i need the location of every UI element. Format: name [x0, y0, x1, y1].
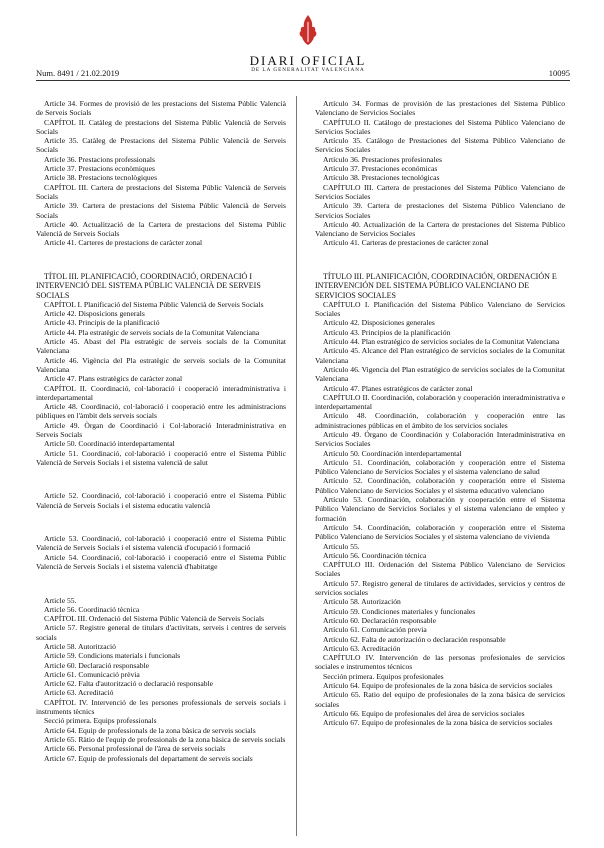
toc-entry: CAPÍTULO III. Ordenación del Sistema Público Valenciano de Servicios Sociales	[315, 560, 565, 579]
toc-entry: Artículo 61. Comunicación previa	[323, 625, 427, 635]
toc-entry: Artículo 34. Formas de provisión de las prestaciones del Sistema Público Valenciano de Servicios Sociales	[315, 99, 565, 118]
spacer	[315, 255, 565, 264]
toc-entry: Article 67. Equip de professionals del departament de serveis socials	[44, 753, 253, 763]
coat-of-arms-icon	[295, 14, 321, 46]
toc-entry: Article 63. Acreditació	[44, 688, 114, 698]
toc-entry: Artículo 51. Coordinación, colaboración y cooperación entre el Sistema Público Valenciano de Servicios Sociales y el sistema valenciano de salud	[315, 457, 565, 477]
toc-entry: Artículo 35. Catálogo de Prestaciones del Sistema Público Valenciano de Servicios Sociales	[315, 136, 565, 155]
journal-logo	[248, 14, 368, 80]
toc-entry: Artículo 55.	[323, 541, 360, 551]
toc-entry: Artículo 58. Autorización	[323, 597, 401, 607]
toc-entry: Article 40. Actualització de la Cartera de prestacions del Sistema Públic Valencià de Serveis Socials	[36, 219, 286, 239]
toc-entry: Artículo 48. Coordinación, colaboración y cooperación entre las administraciones públicas en el ámbito de los servicios sociales	[315, 411, 565, 430]
toc-entry: Artículo 56. Coordinación técnica	[323, 550, 427, 560]
toc-entry: TÍTOL III. PLANIFICACIÓ, COORDINACIÓ, ORDENACIÓ I INTERVENCIÓ DEL SISTEMA PÚBLIC VALENCIÀ DE SERVEIS SOCIALS	[36, 271, 261, 300]
toc-entry: Article 55.	[44, 595, 77, 605]
toc-entry: CAPÍTOL III. Cartera de prestacions del Sistema Públic Valencià de Serveis Socials	[36, 182, 286, 201]
toc-entry: Artículo 63. Acreditación	[323, 643, 401, 653]
toc-entry: Article 35. Catàleg de Prestacions del Sistema Públic Valencià de Serveis Socials	[36, 136, 286, 155]
toc-entry: Article 64. Equip de professionals de la zona bàsica de serveis socials	[44, 725, 256, 735]
toc-entry: Article 42. Disposicions generals	[44, 309, 145, 319]
toc-entry: Artículo 54. Coordinación, colaboración y cooperación entre el Sistema Público Valenciano de Servicios Sociales y el sistema valenciano de vivienda	[315, 522, 565, 542]
toc-entry: CAPÍTULO II. Coordinación, colaboración y cooperación interadministrativa e interdepartamental	[315, 392, 565, 412]
spacer	[36, 579, 286, 588]
toc-entry: Article 66. Personal professional de l'àrea de serveis socials	[44, 744, 226, 754]
toc-entry: Article 34. Formes de provisió de les prestacions del Sistema Públic Valencià de Serveis Socials	[36, 99, 286, 118]
toc-entry: Article 47. Plans estratègics de caràcter zonal	[44, 374, 183, 384]
toc-entry: Artículo 46. Vigencia del Plan estratégico de servicios sociales de la Comunitat Valenciana	[315, 364, 565, 384]
toc-entry: Artículo 53. Coordinación, colaboración y cooperación entre el Sistema Público Valenciano de Servicios Sociales y el sistema valenciano de empleo y formación	[315, 495, 565, 523]
toc-entry: Article 51. Coordinació, col·laboració i cooperació entre el Sistema Públic Valencià de Serveis Socials i el sistema valencià de salut	[36, 448, 286, 467]
toc-entry: CAPÍTULO IV. Intervención de las personas profesionales de servicios sociales e instrumentos técnicos	[315, 653, 565, 672]
toc-entry: Article 53. Coordinació, col·laboració i cooperació entre el Sistema Públic Valencià de Serveis Socials i el sistema valencià d'ocupació i formació	[36, 534, 286, 553]
toc-entry: CAPÍTULO III. Cartera de prestaciones del Sistema Público Valenciano de Servicios Sociales	[315, 182, 565, 201]
column-divider	[296, 96, 297, 836]
toc-entry: CAPÍTULO I. Planificación del Sistema Público Valenciano de Servicios Sociales	[315, 299, 565, 319]
toc-entry: Artículo 64. Equipo de profesionales de la zona básica de servicios sociales	[323, 681, 553, 690]
toc-entry: Artículo 41. Carteras de prestaciones de carácter zonal	[323, 238, 489, 248]
spacer	[36, 518, 286, 527]
toc-entry: Artículo 52. Coordinación, colaboración y cooperación entre el Sistema Público Valenciano de Servicios Sociales y el sistema educativo valenciano	[315, 476, 565, 495]
toc-entry: CAPÍTOL II. Coordinació, col·laboració i cooperació interadministrativa i interdepartamental	[36, 383, 286, 402]
toc-entry: Artículo 65. Ratio del equipo de profesionales de la zona básica de servicios sociales	[315, 690, 565, 709]
toc-entry: Artículo 57. Registro general de titulares de actividades, servicios y centros de servicios sociales	[315, 578, 565, 598]
toc-entry: Artículo 40. Actualización de la Cartera de prestaciones del Sistema Público Valenciano de Servicios Sociales	[315, 219, 565, 239]
toc-entry: Article 54. Coordinació, col·laboració i cooperació entre el Sistema Públic Valencià de Serveis Socials i el sistema valencià d'habitatge	[36, 552, 286, 572]
toc-entry: Artículo 45. Alcance del Plan estratégico de servicios sociales de la Comunitat Valenciana	[315, 346, 565, 365]
toc-entry: Secció primera. Equips professionals	[44, 716, 157, 726]
toc-entry: Artículo 67. Equipo de profesionales de la zona básica de servicios sociales	[323, 718, 553, 728]
toc-entry: Artículo 38. Prestaciones tecnológicas	[323, 173, 440, 183]
toc-entry: CAPÍTULO II. Catálogo de prestaciones del Sistema Público Valenciano de Servicios Sociales	[315, 117, 565, 136]
journal-subtitle: DE LA GENERALITAT VALENCIANA	[251, 67, 365, 73]
toc-entry: Article 50. Coordinació interdepartamental	[44, 439, 175, 449]
header-rule	[36, 80, 570, 81]
spacer	[36, 475, 286, 484]
toc-entry: Artículo 36. Prestaciones profesionales	[323, 154, 442, 164]
toc-entry: Article 39. Cartera de prestacions del Sistema Públic Valencià de Serveis Socials	[36, 201, 286, 220]
toc-entry: Article 65. Ràtio de l'equip de professionals de la zona bàsica de serveis socials	[44, 734, 286, 744]
toc-entry: Article 60. Declaració responsable	[44, 660, 149, 670]
toc-entry: Artículo 47. Planes estratégicos de carácter zonal	[323, 383, 473, 393]
toc-entry: Artículo 66. Equipo de profesionales del área de servicios sociales	[323, 708, 525, 718]
toc-entry: Artículo 60. Declaración responsable	[323, 615, 437, 625]
toc-entry: CAPÍTOL IV. Intervenció de les persones professionals de serveis socials i instruments tècnics	[36, 697, 286, 717]
toc-entry: Article 43. Principis de la planificació	[44, 318, 160, 328]
spanish-column	[315, 99, 565, 727]
toc-entry: Article 48. Coordinació, col·laboració i cooperació entre les administracions públiques en l'àmbit dels serveis socials	[36, 402, 286, 421]
toc-entry: Article 46. Vigència del Pla estratègic de serveis socials de la Comunitat Valenciana	[36, 355, 286, 374]
toc-entry: Article 58. Autorització	[44, 642, 116, 651]
toc-entry: Article 45. Abast del Pla estratègic de serveis socials de la Comunitat Valenciana	[36, 337, 286, 356]
toc-entry: TÍTULO III. PLANIFICACIÓN, COORDINACIÓN, ORDENACIÓN E INTERVENCIÓN DEL SISTEMA PÚBLICO VALENCIANO DE SERVICIOS SOCIALES	[315, 271, 557, 300]
toc-entry: Sección primera. Equipos profesionales	[323, 671, 444, 681]
journal-title: DIARI OFICIAL	[249, 53, 367, 68]
toc-entry: Artículo 44. Plan estratégico de servicios sociales de la Comunitat Valenciana	[323, 337, 560, 347]
toc-entry: Article 57. Registre general de titulars d'activitats, serveis i centres de serveis socials	[36, 623, 286, 642]
toc-entry: Article 49. Òrgan de Coordinació i Col·laboració Interadministrativa en Serveis Socials	[36, 420, 286, 439]
toc-entry: CAPÍTOL I. Planificació del Sistema Públic Valencià de Serveis Socials	[44, 299, 264, 309]
toc-entry: Artículo 37. Prestaciones económicas	[323, 164, 438, 174]
toc-entry: Artículo 50. Coordinación interdepartamental	[323, 448, 462, 458]
valencian-column	[36, 99, 286, 763]
toc-entry: Article 61. Comunicació prèvia	[44, 669, 140, 679]
toc-entry: Article 37. Prestacions econòmiques	[44, 164, 155, 174]
toc-entry: Artículo 62. Falta de autorización o declaración responsable	[323, 634, 506, 644]
toc-entry: Article 41. Carteres de prestacions de caràcter zonal	[44, 238, 203, 248]
page-number: 10095	[548, 68, 570, 78]
toc-entry: Artículo 43. Principios de la planificación	[323, 327, 451, 337]
spacer	[36, 255, 286, 264]
toc-entry: Article 36. Prestacions professionals	[44, 154, 155, 164]
toc-entry: CAPÍTOL II. Catàleg de prestacions del Sistema Públic Valencià de Serveis Socials	[36, 117, 286, 136]
toc-entry: Artículo 59. Condiciones materiales y funcionales	[323, 606, 476, 616]
toc-entry: Artículo 49. Órgano de Coordinación y Colaboración Interadministrativa en Servicios Sociales	[315, 429, 565, 449]
toc-entry: Artículo 39. Cartera de prestaciones del Sistema Público Valenciano de Servicios Sociales	[315, 201, 565, 220]
toc-entry: Article 62. Falta d'autorització o declaració responsable	[44, 679, 213, 689]
toc-entry: Article 44. Pla estratègic de serveis socials de la Comunitat Valenciana	[44, 327, 260, 337]
toc-entry: Article 52. Coordinació, col·laboració i cooperació entre el Sistema Públic Valencià de Serveis Socials i el sistema educatiu valencià	[36, 491, 286, 510]
toc-entry: Article 38. Prestacions tecnològiques	[44, 173, 158, 183]
issue-number: Num. 8491 / 21.02.2019	[36, 68, 120, 78]
toc-entry: Article 56. Coordinació tècnica	[44, 604, 140, 614]
toc-entry: Artículo 42. Disposiciones generales	[323, 318, 435, 328]
toc-entry: Article 59. Condicions materials i funcionals	[44, 651, 181, 661]
toc-entry: CAPÍTOL III. Ordenació del Sistema Públic Valencià de Serveis Socials	[44, 614, 265, 624]
